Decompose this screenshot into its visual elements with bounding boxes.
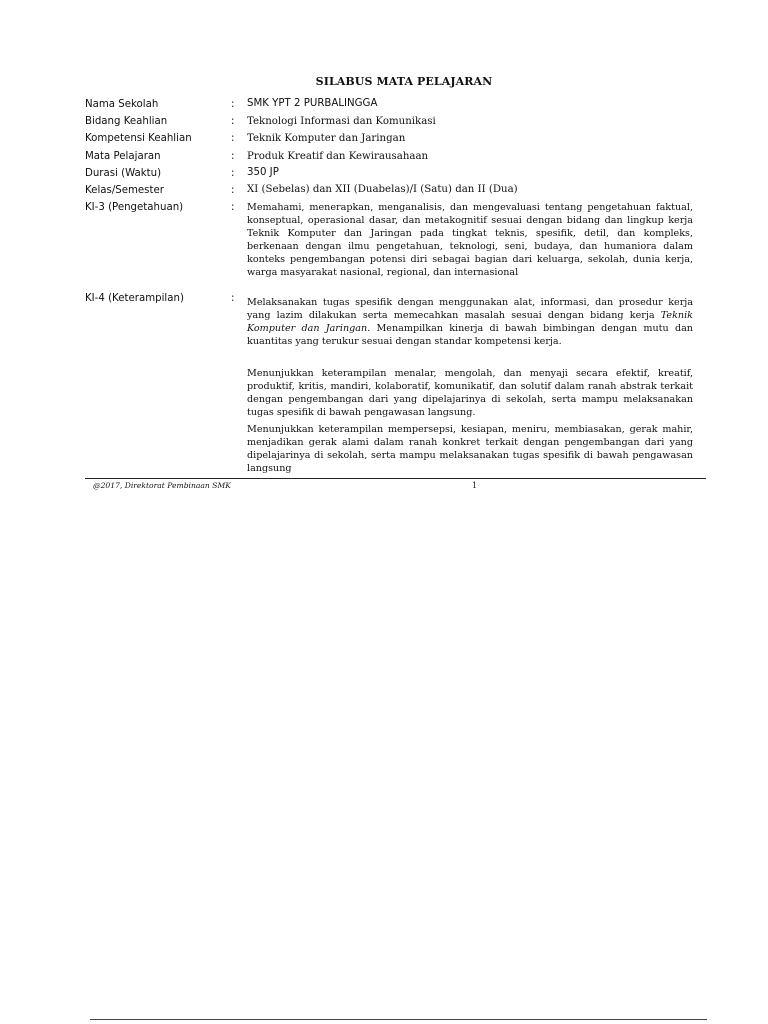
field-value: 350 JP <box>247 167 279 178</box>
field-colon: : <box>231 168 235 179</box>
field-label: Durasi (Waktu) <box>85 168 162 179</box>
field-value: Produk Kreatif dan Kewirausahaan <box>247 151 429 162</box>
ki4-label: KI-4 (Keterampilan) <box>85 293 184 304</box>
field-colon: : <box>231 293 235 304</box>
page-number: 1 <box>472 481 478 490</box>
field-label: Mata Pelajaran <box>85 151 161 162</box>
bottom-divider <box>90 1019 707 1020</box>
field-value: Teknologi Informasi dan Komunikasi <box>247 116 436 127</box>
ki4-p1-text-end: . Menampilkan kinerja di bawah bimbingan dengan mutu dan kuantitas yang terukur sesuai dengan standar kompetensi kerja. <box>247 322 693 347</box>
ki4-p1-text: Melaksanakan tugas spesifik dengan menggunakan alat, informasi, dan prosedur kerja yang lazim dilakukan serta memecahkan masalah sesuai dengan bidang kerja <box>247 297 693 321</box>
footer-divider <box>85 478 706 479</box>
ki4-paragraph-3: Menunjukkan keterampilan mempersepsi, kesiapan, meniru, membiasakan, gerak mahir, menjadikan gerak alami dalam ranah konkret terkait dengan pengembangan dari yang dipelajarinya di sekolah, serta mampu melaksanakan tugas spesifik di bawah pengawasan langsung <box>247 424 693 474</box>
ki4-paragraph-1 <box>247 297 693 349</box>
field-value: XI (Sebelas) dan XII (Duabelas)/I (Satu) dan II (Dua) <box>247 184 518 195</box>
ki3-text: Memahami, menerapkan, menganalisis, dan mengevaluasi tentang pengetahuan faktual, konseptual, operasional dasar, dan metakognitif sesuai dengan bidang dan lingkup kerja Teknik Komputer dan Jaringan pada tingkat teknis, spesifik, detil, dan kompleks, berkenaan dengan ilmu pengetahuan, teknologi, seni, budaya, dan humaniora dalam konteks pengembangan potensi diri sebagai bagian dari keluarga, sekolah, dunia kerja, warga masyarakat nasional, regional, dan internasional <box>247 202 693 278</box>
footer-copyright: @2017, Direktorat Pembinaan SMK <box>93 481 231 490</box>
field-colon: : <box>231 116 235 127</box>
ki4-p1-italic: Teknik Komputer dan Jaringan <box>247 309 693 334</box>
field-colon: : <box>231 151 235 162</box>
field-colon: : <box>231 185 235 196</box>
field-label: Bidang Keahlian <box>85 116 168 127</box>
ki3-label: KI-3 (Pengetahuan) <box>85 202 184 213</box>
field-colon: : <box>231 133 235 144</box>
field-value: SMK YPT 2 PURBALINGGA <box>247 98 378 109</box>
ki4-paragraph-2: Menunjukkan keterampilan menalar, mengolah, dan menyaji secara efektif, kreatif, produktif, kritis, mandiri, kolaboratif, komunikatif, dan solutif dalam ranah abstrak terkait dengan pengembangan dari yang dipelajarinya di sekolah, serta mampu melaksanakan tugas spesifik di bawah pengawasan langsung. <box>247 368 693 418</box>
field-value: Teknik Komputer dan Jaringan <box>247 133 406 144</box>
field-colon: : <box>231 99 235 110</box>
field-label: Nama Sekolah <box>85 99 159 110</box>
field-label: Kompetensi Keahlian <box>85 133 192 144</box>
field-colon: : <box>231 202 235 213</box>
page-title: SILABUS MATA PELAJARAN <box>315 75 493 88</box>
field-label: Kelas/Semester <box>85 185 164 196</box>
